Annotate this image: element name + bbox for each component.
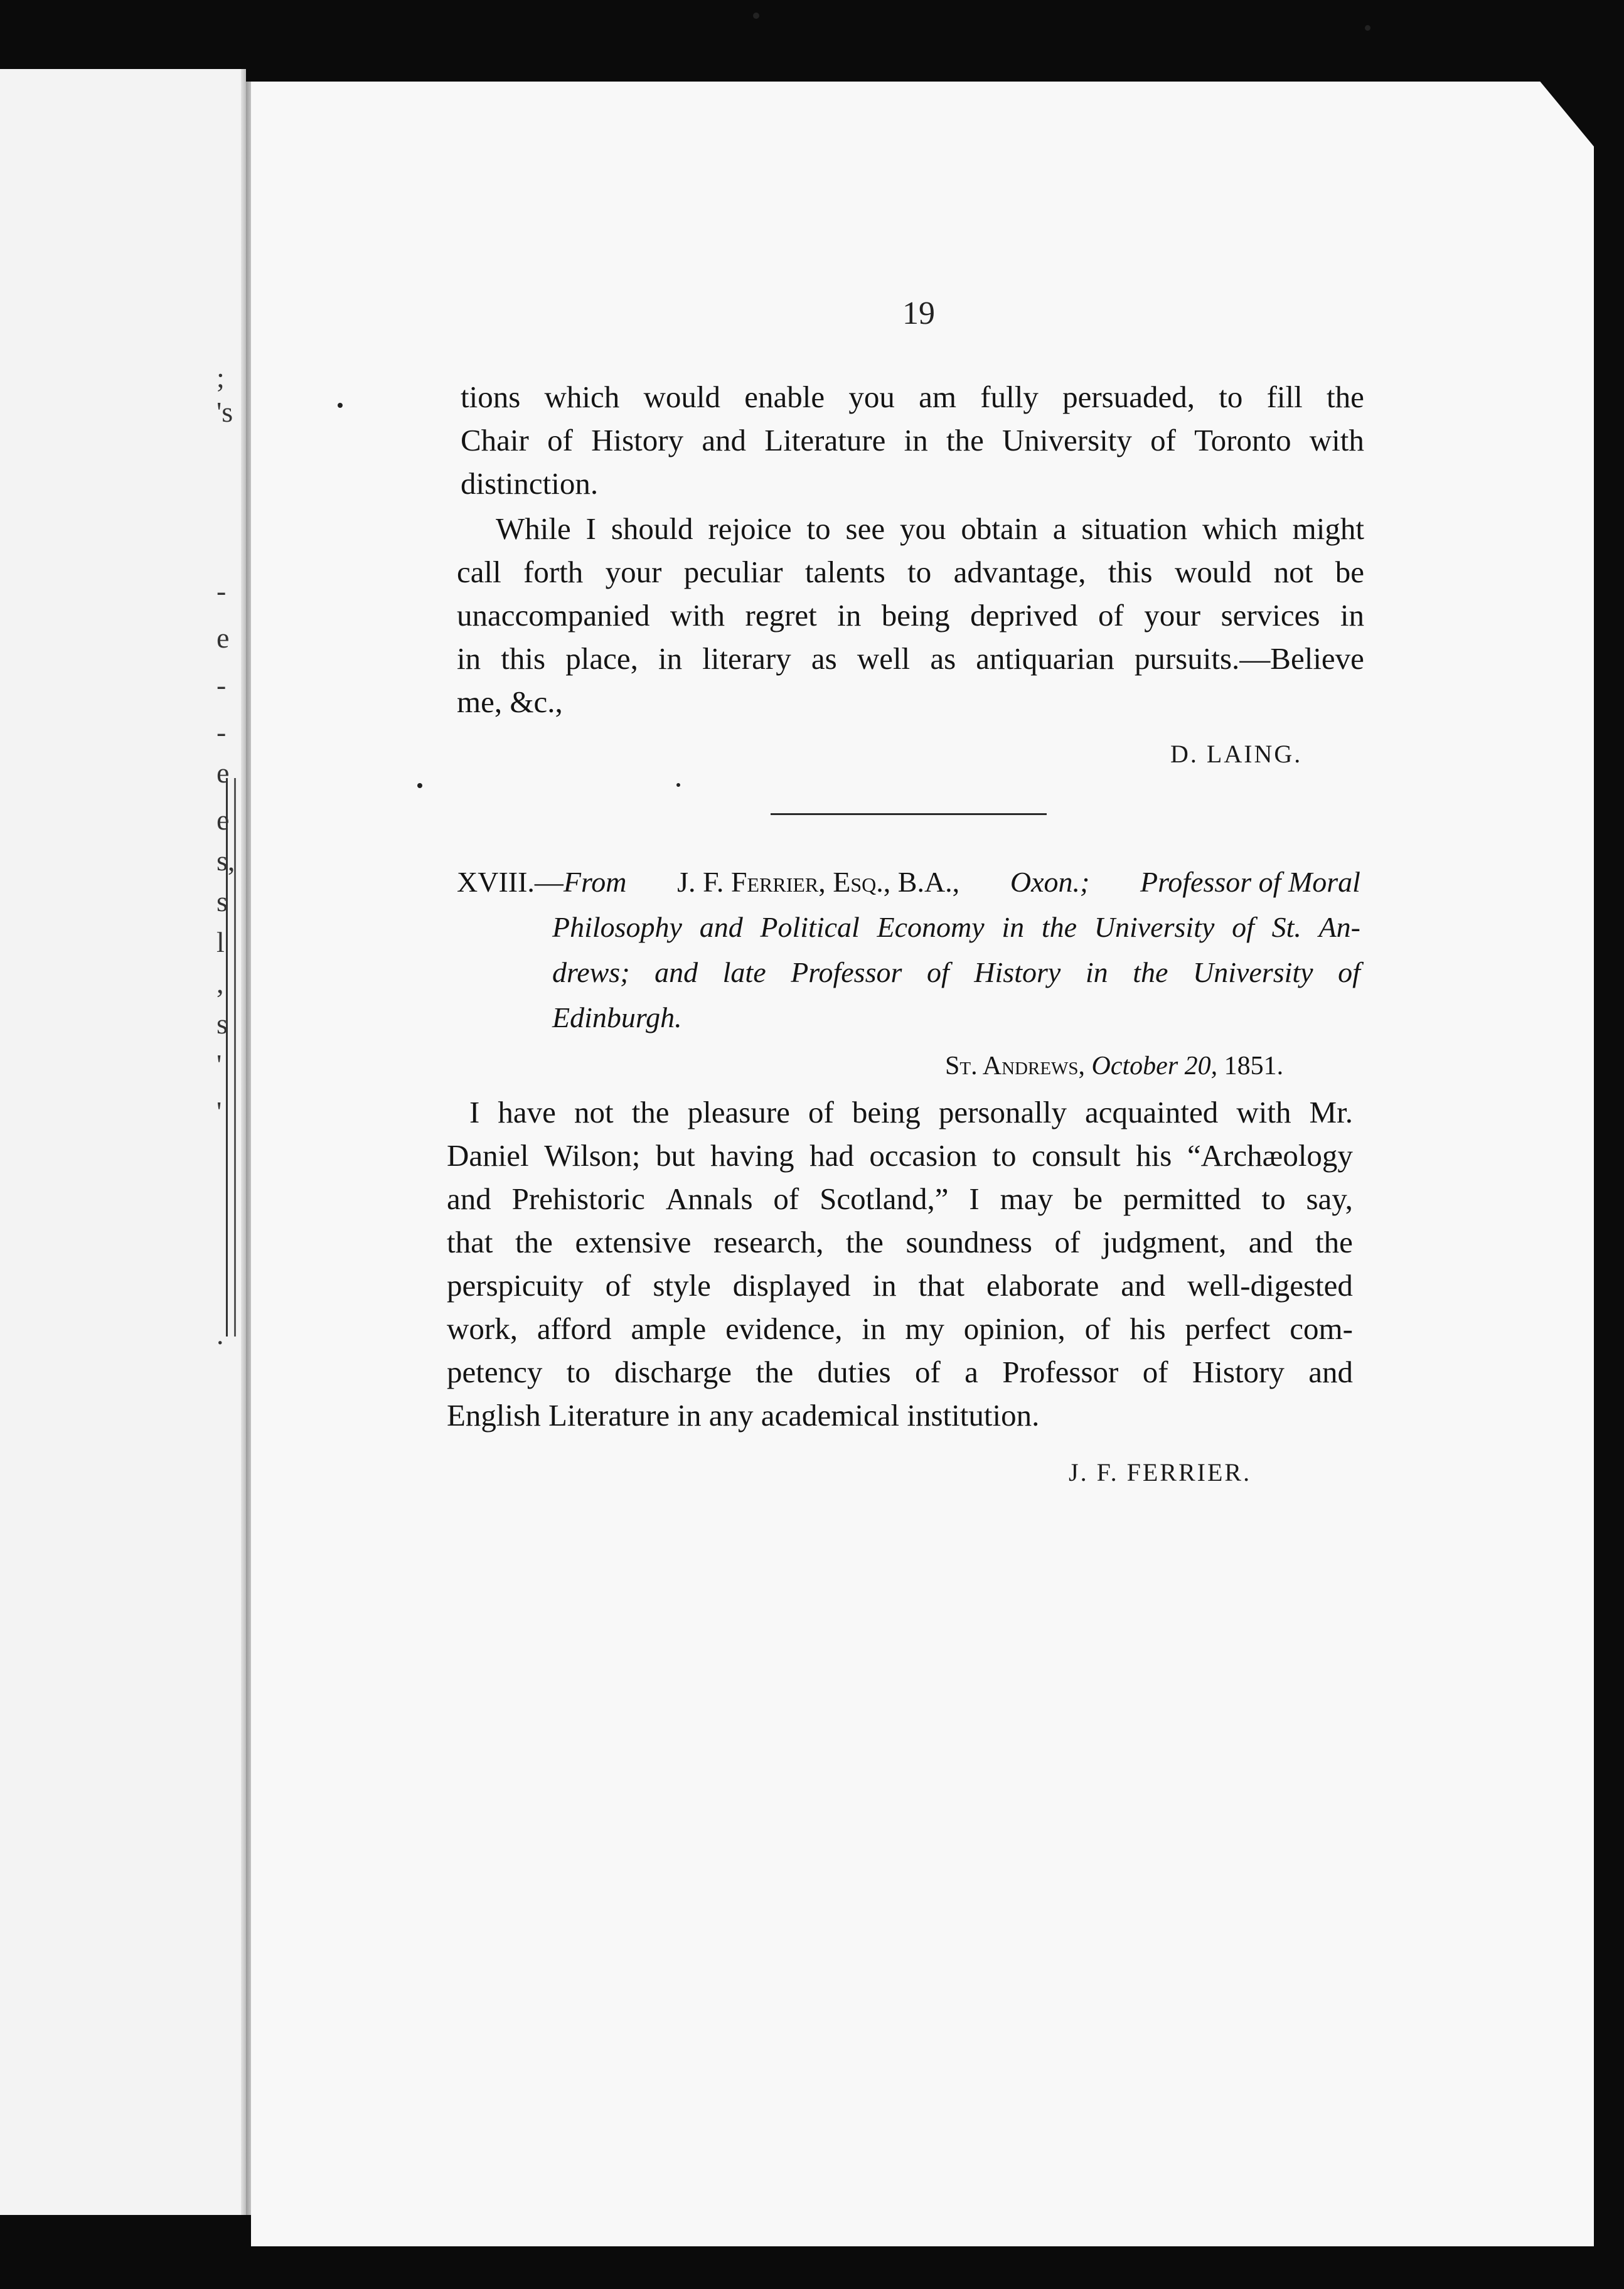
word: you [900,511,946,546]
word: of [808,1095,834,1129]
word: the [1315,1225,1353,1259]
word: well-digested [1187,1268,1353,1303]
word: you [848,380,895,414]
word: Philosophy [552,911,682,943]
margin-fragment: . [216,1318,224,1350]
word: the [1133,956,1168,988]
text-line [447,1134,1353,1177]
word: and [1248,1225,1293,1259]
word: deprived [970,598,1078,632]
heading-line: Edinburgh. [552,1001,682,1033]
text-line: distinction. [461,466,599,501]
word: that [447,1225,493,1259]
word: While [496,511,571,546]
dateline-place: St. Andrews, [945,1052,1086,1080]
text-line [447,1307,1353,1350]
word: St. [1271,911,1301,943]
word: see [845,511,885,546]
word: the [1327,380,1364,414]
scan-speck [338,403,343,408]
word: had [809,1138,854,1173]
margin-fragment: ; [216,361,225,393]
word: of [1084,1311,1111,1346]
word: to [1261,1182,1286,1216]
word: not [1273,555,1313,589]
margin-fragment: e [216,757,230,789]
word: forth [523,555,584,589]
word: Economy [877,911,985,943]
word: University [1094,911,1215,943]
margin-fragment: - [216,575,227,607]
word: might [1292,511,1364,546]
word: to [566,1355,590,1389]
text-line [447,1091,1353,1134]
word: pursuits.—Believe [1134,641,1364,676]
word: work, [447,1311,518,1346]
word: the [1041,911,1077,943]
word: of [605,1268,631,1303]
word: obtain [961,511,1038,546]
word: com- [1290,1311,1353,1346]
heading-oxon: Oxon.; [1010,866,1090,898]
word: consult [1032,1138,1121,1173]
word: History [974,956,1061,988]
dateline [945,1051,1283,1081]
word: Daniel [447,1138,529,1173]
margin-fragment: e [216,804,230,836]
word: permitted [1123,1182,1241,1216]
dateline-date: October 20, [1091,1052,1218,1080]
word: acquainted [1085,1095,1219,1129]
letter-heading [457,860,1360,1040]
word: persuaded, [1062,380,1195,414]
word: situation [1081,511,1188,546]
margin-fragment: 's [216,396,233,428]
word: History [1192,1355,1285,1389]
signature-ferrier: J. F. FERRIER. [1069,1458,1252,1486]
word: and [1121,1268,1166,1303]
word: petency [447,1355,543,1389]
word: Wilson; [544,1138,641,1173]
word: Professor [791,956,902,988]
word: services [1221,598,1320,632]
word: the [846,1225,884,1259]
word: peculiar [683,555,783,589]
word: the [631,1095,670,1129]
text-line: me, &c., [457,685,563,719]
margin-fragment: - [216,669,227,701]
left-page-edge [241,69,246,2215]
word: of [1142,1355,1168,1389]
word: call [457,555,501,589]
word: extensive [575,1225,692,1259]
word: with [670,598,725,632]
word: in [872,1268,897,1303]
text-line [447,1264,1353,1307]
word: of [1098,598,1124,632]
word: I [969,1182,980,1216]
word: with [1236,1095,1291,1129]
word: I [469,1095,480,1129]
margin-fragment: s, [216,845,235,877]
word: in [457,641,481,676]
word: this [501,641,546,676]
margin-fragment: l [216,926,225,958]
word: the [946,423,984,457]
word: of [1150,423,1176,457]
word: University [1192,956,1313,988]
word: and [654,956,698,988]
word: Political [760,911,860,943]
word: An- [1318,911,1360,943]
word: to [1219,380,1243,414]
word: that [918,1268,964,1303]
word: am [919,380,957,414]
word: may [1000,1182,1053,1216]
scan-speck [417,783,422,788]
margin-fragment: s [216,885,228,917]
signature-laing: D. LAING. [1170,740,1303,768]
word: his [1136,1138,1172,1173]
word: a [1052,511,1067,546]
word: enable [744,380,825,414]
word: and [447,1182,491,1216]
word: I [585,511,596,546]
word: in [1085,956,1108,988]
word: fill [1266,380,1303,414]
word: a [964,1355,978,1389]
word: of [1338,956,1360,988]
word: which [1202,511,1278,546]
word: of [547,423,573,457]
scan-speck [753,13,759,19]
word: literary [702,641,791,676]
word: should [611,511,693,546]
scan-speck [1365,25,1370,31]
word: well [857,641,911,676]
word: as [930,641,956,676]
word: in [1340,598,1364,632]
word: in [904,423,928,457]
word: duties [817,1355,891,1389]
margin-fragment: ' [216,1048,222,1080]
text-line [461,419,1364,462]
word: would [1174,555,1252,589]
scan-speck [676,783,680,787]
text-line [457,550,1364,594]
word: “Archæology [1187,1138,1353,1173]
word: not [574,1095,614,1129]
word: have [498,1095,556,1129]
word: displayed [732,1268,851,1303]
heading-from: From [563,866,627,898]
word: and [702,423,747,457]
word: research, [713,1225,824,1259]
word: tions [461,380,521,414]
word: be [1073,1182,1103,1216]
word: pleasure [687,1095,790,1129]
paragraph-laing-letter [457,507,1364,723]
word: being [852,1095,921,1129]
heading-numeral: XVIII.—From [457,866,627,898]
word: Chair [461,423,529,457]
word: elaborate [986,1268,1099,1303]
word: to [992,1138,1017,1173]
dateline-year: 1851. [1224,1052,1284,1080]
word: Annals [665,1182,753,1216]
word: of [1232,911,1254,943]
word: but [655,1138,695,1173]
page-number: 19 [902,296,935,331]
word: discharge [614,1355,732,1389]
margin-fragment: s [216,1008,228,1040]
word: with [1309,423,1364,457]
word: in [837,598,862,632]
paragraph-continuation [461,375,1364,505]
margin-fragment: , [216,967,224,999]
text-line [457,594,1364,637]
word: in [658,641,683,676]
word: Professor [1002,1355,1119,1389]
word: place, [565,641,638,676]
left-page [0,69,246,2215]
word: Prehistoric [511,1182,645,1216]
paragraph-ferrier-letter [447,1091,1353,1437]
margin-fragment: e [216,622,230,654]
word: of [926,956,949,988]
word: judgment, [1102,1225,1227,1259]
word: your [1144,598,1201,632]
word: style [653,1268,711,1303]
word: and [699,911,743,943]
word: History [591,423,684,457]
word: would [643,380,721,414]
margin-fragment: - [216,716,227,748]
word: his [1130,1311,1166,1346]
word: Scotland,” [820,1182,949,1216]
heading-line [457,950,1360,995]
word: my [905,1311,944,1346]
word: in [862,1311,886,1346]
word: and [1308,1355,1353,1389]
word: drews; [552,956,630,988]
text-line [447,1177,1353,1220]
heading-name: J. F. Ferrier, Esq., B.A., [677,866,960,898]
word: ample [631,1311,707,1346]
word: in [1002,911,1025,943]
word: being [881,598,950,632]
text-line [461,375,1364,419]
word: Literature [764,423,886,457]
word: of [1054,1225,1081,1259]
text-line: English Literature in any academical institution. [447,1398,1040,1433]
word: Toronto [1194,423,1291,457]
text-line [457,507,1364,550]
text-line [447,1350,1353,1394]
word: the [515,1225,553,1259]
text-line [457,637,1364,680]
word: regret [745,598,817,632]
word: late [722,956,766,988]
word: your [605,555,662,589]
word: occasion [869,1138,977,1173]
word: afford [537,1311,612,1346]
word: rejoice [708,511,792,546]
word: fully [980,380,1039,414]
word: to [806,511,831,546]
word: advantage, [953,555,1086,589]
margin-fragment: ' [216,1096,222,1128]
word: University [1002,423,1132,457]
word: unaccompanied [457,598,650,632]
word: personally [938,1095,1067,1129]
word: antiquarian [976,641,1114,676]
word: of [773,1182,799,1216]
heading-title: Professor of Moral [1140,866,1360,898]
text-line [447,1220,1353,1264]
heading-line [457,860,1360,905]
word: of [915,1355,941,1389]
word: as [811,641,837,676]
word: soundness [905,1225,1032,1259]
word: Mr. [1309,1095,1353,1129]
section-divider [771,813,1047,815]
heading-line [457,905,1360,950]
word: the [756,1355,794,1389]
word: talents [804,555,885,589]
word: perspicuity [447,1268,584,1303]
word: be [1335,555,1364,589]
word: which [544,380,620,414]
word: to [907,555,932,589]
word: opinion, [963,1311,1066,1346]
word: perfect [1185,1311,1271,1346]
word: say, [1306,1182,1353,1216]
word: evidence, [725,1311,843,1346]
word: having [710,1138,794,1173]
word: this [1108,555,1153,589]
